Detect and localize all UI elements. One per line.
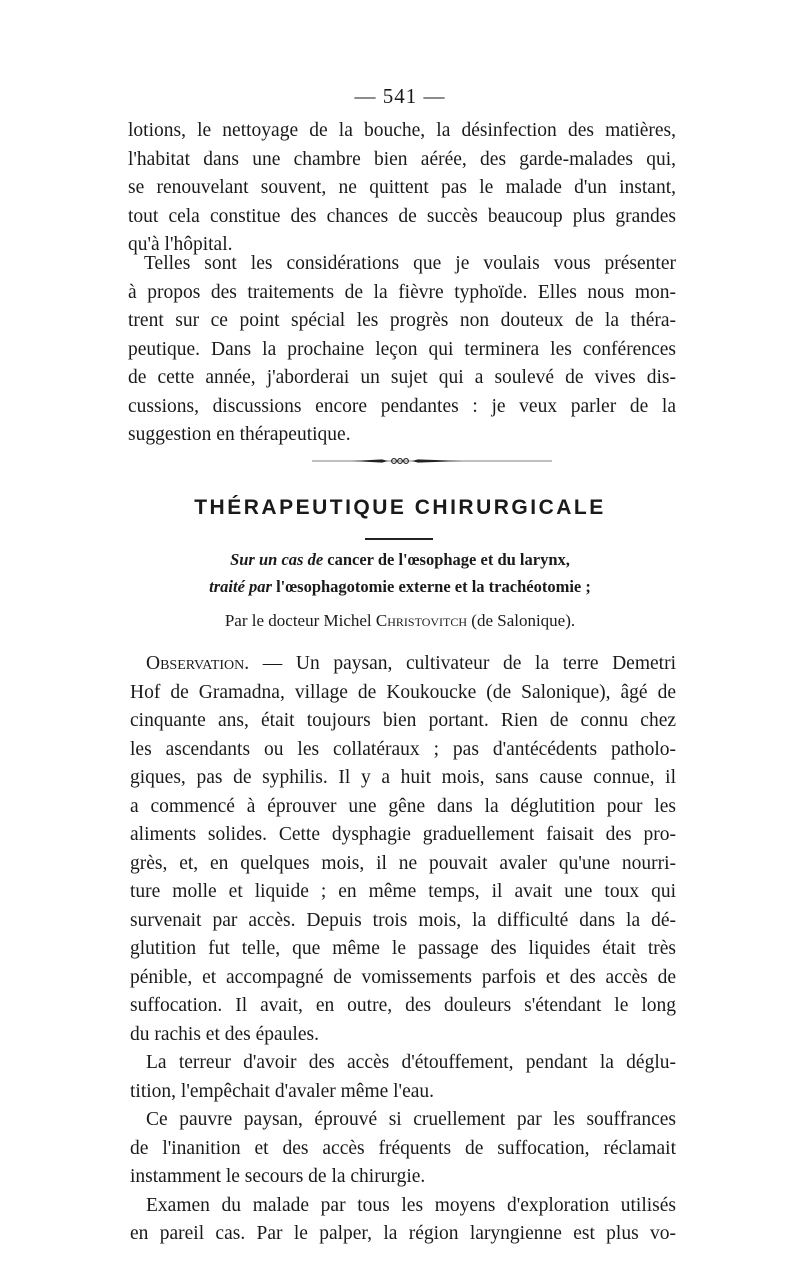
subtitle-italic-segment: traité par bbox=[209, 577, 277, 596]
text-line: giques, pas de syphilis. Il y a huit mois, sans cause connue, il bbox=[130, 767, 676, 788]
text-line: en pareil cas. Par le palper, la région laryngienne est plus vo- bbox=[130, 1223, 676, 1244]
text-line: l'habitat dans une chambre bien aérée, des garde-malades qui, bbox=[128, 148, 676, 170]
text-line: grès, et, en quelques mois, il ne pouvait avaler qu'une nourri- bbox=[130, 852, 676, 874]
text-line: les ascendants ou les collatéraux ; pas d'antécédents patholo- bbox=[130, 738, 676, 760]
text-line: peutique. Dans la prochaine leçon qui terminera les conférences bbox=[128, 338, 676, 360]
text-line: suggestion en thérapeutique. bbox=[128, 424, 351, 445]
intro-paragraph bbox=[128, 117, 676, 260]
page-number: — 541 — bbox=[354, 84, 446, 108]
text-line: cussions, discussions encore pendantes : je veux parler de la bbox=[128, 395, 676, 417]
text-line: aliments solides. Cette dysphagie graduellement faisait des pro- bbox=[130, 824, 676, 845]
text-line: ture molle et liquide ; en même temps, il avait une toux qui bbox=[130, 881, 676, 902]
text-line: se renouvelant souvent, ne quittent pas le malade d'un instant, bbox=[128, 177, 676, 198]
subtitle-segment: cancer de l'œsophage et du larynx, bbox=[327, 550, 570, 569]
text-line: survenait par accès. Depuis trois mois, la difficulté dans la dé- bbox=[130, 909, 676, 931]
text-line: à propos des traitements de la fièvre typhoïde. Elles nous mon- bbox=[128, 281, 676, 303]
text-line bbox=[130, 650, 676, 679]
text-line: cinquante ans, était toujours bien portant. Rien de connu chez bbox=[130, 710, 676, 731]
author-byline bbox=[0, 611, 800, 631]
byline-prefix: Par le docteur Michel bbox=[224, 611, 376, 630]
section-title: THÉRAPEUTIQUE CHIRURGICALE bbox=[194, 496, 606, 519]
article-subtitle-line-1 bbox=[0, 550, 800, 570]
text-line: suffocation. Il avait, en outre, des douleurs s'étendant le long bbox=[130, 995, 676, 1016]
text-line: Telles sont les considérations que je voulais vous présenter bbox=[144, 253, 676, 274]
text-line: tout cela constitue des chances de succès beaucoup plus grandes bbox=[128, 205, 676, 227]
text-line: du rachis et des épaules. bbox=[130, 1023, 319, 1045]
byline-suffix: (de Salonique). bbox=[467, 611, 576, 630]
text-line: glutition fut telle, que même le passage des liquides était très bbox=[130, 938, 676, 959]
text-line: qu'à l'hôpital. bbox=[128, 234, 233, 255]
text-line: lotions, le nettoyage de la bouche, la désinfection des matières, bbox=[128, 120, 676, 141]
text-line: Ce pauvre paysan, éprouvé si cruellement par les souffrances bbox=[146, 1109, 676, 1130]
observation-label: Observation. bbox=[146, 653, 250, 674]
article-subtitle-line-2 bbox=[0, 577, 800, 597]
conclusion-paragraph bbox=[128, 250, 676, 450]
text-line: trent sur ce point spécial les progrès non douteux de la théra- bbox=[128, 310, 676, 331]
text-line: Hof de Gramadna, village de Koukoucke (de Salonique), âgé de bbox=[130, 681, 676, 703]
text-fragment: — Un paysan, cultivateur de la terre Demetri bbox=[249, 653, 676, 674]
text-line: a commencé à éprouver une gêne dans la déglutition pour les bbox=[130, 795, 676, 817]
text-line: tition, l'empêchait d'avaler même l'eau. bbox=[130, 1080, 435, 1102]
text-line: Examen du malade par tous les moyens d'exploration utilisés bbox=[146, 1194, 676, 1216]
subtitle-italic-segment: Sur un cas de bbox=[230, 550, 328, 569]
text-line: de cette année, j'aborderai un sujet qui a soulevé de vives dis- bbox=[128, 367, 676, 388]
observation-paragraph bbox=[130, 650, 676, 1249]
text-line: de l'inanition et des accès fréquents de suffocation, réclamait bbox=[130, 1137, 676, 1159]
text-line: instamment le secours de la chirurgie. bbox=[130, 1166, 426, 1187]
ornamental-divider bbox=[312, 458, 552, 464]
title-underline bbox=[365, 538, 433, 540]
text-line: La terreur d'avoir des accès d'étouffement, pendant la déglu- bbox=[146, 1052, 676, 1073]
author-name: Christovitch bbox=[375, 611, 468, 630]
subtitle-segment: l'œsophagotomie externe et la trachéotomie ; bbox=[276, 577, 591, 596]
text-line: pénible, et accompagné de vomissements parfois et des accès de bbox=[130, 966, 676, 988]
